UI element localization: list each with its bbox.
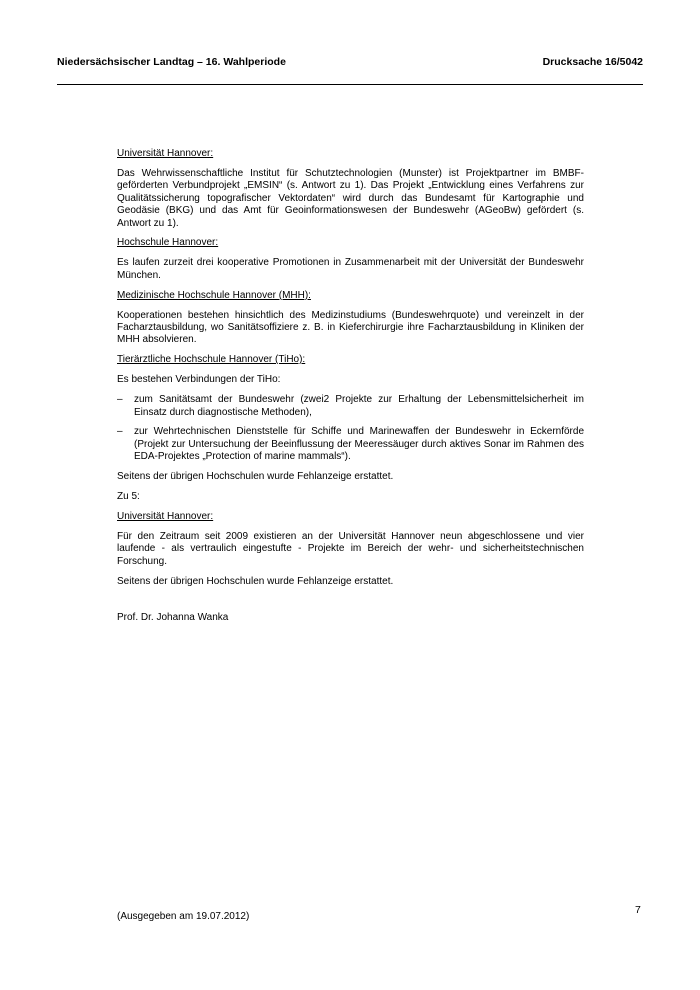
paragraph-tiho-intro: Es bestehen Verbindungen der TiHo: [117,374,281,386]
page-header [57,56,643,85]
header-document-number: Drucksache 16/5042 [542,56,643,68]
paragraph-zu-5: Zu 5: [117,491,140,503]
bullet-dash: – [117,426,123,438]
bullet-dash: – [117,394,123,406]
document-body [117,148,584,632]
heading-hochschule-hannover: Hochschule Hannover: [117,237,219,249]
paragraph-forschung: Für den Zeitraum seit 2009 existieren an der Universität Hannover neun abgeschlossene und vier laufende - als vertraulich eingestufte - Projekte im Bereich der wehr- und sicherheitstechnischen Forschung. [117,530,584,567]
paragraph-fehlanzeige-1: Seitens der übrigen Hochschulen wurde Fehlanzeige erstattet. [117,471,394,483]
list-item-text: zur Wehrtechnischen Dienststelle für Schiffe und Marinewaffen der Bundeswehr in Eckernförde (Projekt zur Untersuchung der Beeinflussung der Meeressäuger durch aktives Sonar im Rahmen des EDA-Projektes „Protection of marine mammals“). [134,426,584,463]
page-number: 7 [635,904,641,916]
paragraph-hochschule-hannover: Es laufen zurzeit drei kooperative Promotionen in Zusammenarbeit mit der Universität der Bundeswehr München. [117,257,584,281]
signature: Prof. Dr. Johanna Wanka [117,611,229,623]
list-item [117,394,584,419]
header-parliament-title: Niedersächsischer Landtag – 16. Wahlperiode [57,56,286,68]
paragraph-universitaet-hannover: Das Wehrwissenschaftliche Institut für Schutztechnologien (Munster) ist Projektpartner im BMBF-geförderten Verbundprojekt „EMSIN“ (s. Antwort zu 1). Das Projekt „Entwicklung eines Verfahrens zur Qualitätssicherung topografischer Vektordaten“ wird durch das Bundesamt für Kartographie und Geodäsie (BKG) und das Amt für Geoinformationswesen der Bundeswehr (AGeoBw) gefördert (s. Antwort zu 1). [117,167,584,229]
footer-publication-date: (Ausgegeben am 19.07.2012) [117,911,250,922]
heading-universitaet-hannover-2: Universität Hannover: [117,510,214,522]
heading-tiho: Tierärztliche Hochschule Hannover (TiHo): [117,354,306,366]
paragraph-mhh: Kooperationen bestehen hinsichtlich des Medizinstudiums (Bundeswehrquote) und vereinzelt in der Facharztausbildung, wo Sanitätsoffiziere z. B. in Kieferchirurgie ihre Facharztausbildung in Kliniken der MHH absolvieren. [117,309,584,346]
list-item [117,426,584,463]
heading-universitaet-hannover: Universität Hannover: [117,148,214,159]
heading-mhh: Medizinische Hochschule Hannover (MHH): [117,289,311,301]
list-item-text: zum Sanitätsamt der Bundeswehr (zwei2 Projekte zur Erhaltung der Lebensmittelsicherheit im Einsatz durch diagnostische Methoden), [134,394,584,418]
paragraph-fehlanzeige-2: Seitens der übrigen Hochschulen wurde Fehlanzeige erstattet. [117,575,394,587]
